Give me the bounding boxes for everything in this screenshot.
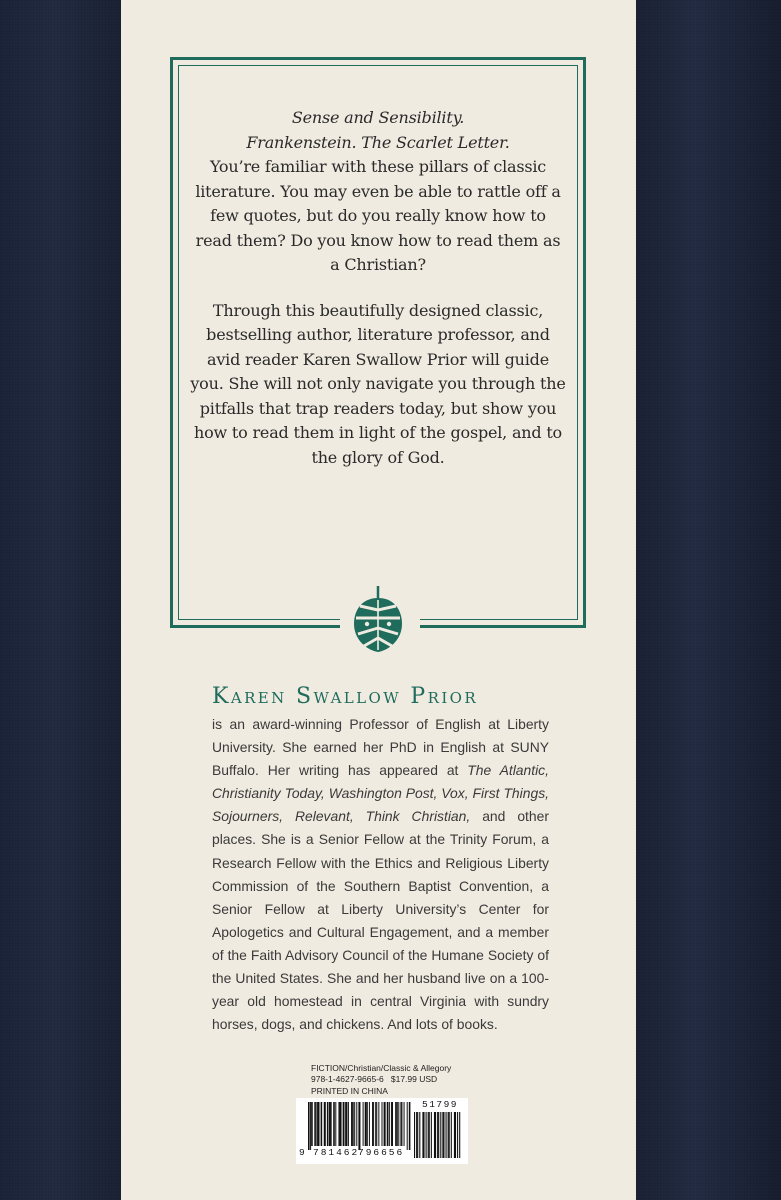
barcode-bar bbox=[327, 1102, 329, 1146]
barcode-addon-bar bbox=[416, 1112, 417, 1158]
blurb-title-1: Sense and Sensibility. bbox=[291, 108, 465, 127]
barcode-addon-bar bbox=[419, 1112, 420, 1158]
barcode-addon-bar bbox=[438, 1112, 439, 1158]
barcode-bar bbox=[372, 1102, 373, 1146]
barcode-bar bbox=[352, 1102, 354, 1146]
barcode-bar bbox=[348, 1102, 349, 1146]
barcode-bar bbox=[338, 1102, 339, 1146]
barcode-addon-bar bbox=[449, 1112, 450, 1158]
barcode-bar bbox=[335, 1102, 336, 1146]
barcode-addon-bar bbox=[440, 1112, 441, 1158]
barcode-bar bbox=[363, 1102, 364, 1146]
blurb-text bbox=[190, 106, 566, 491]
barcode-addon-bar bbox=[459, 1112, 460, 1158]
barcode-addon-bar bbox=[414, 1112, 415, 1158]
barcode-bar bbox=[346, 1102, 348, 1146]
blurb-p1-rest: You’re familiar with these pillars of classic literature. You may even be able to rattle off a few quotes, but do you really know how to read them? Do you know how to read them as a Christian? bbox=[195, 157, 561, 274]
blurb-paragraph-1 bbox=[190, 106, 566, 278]
isbn: 978-1-4627-9665-6 bbox=[311, 1074, 384, 1084]
barcode-bar bbox=[345, 1102, 346, 1146]
barcode-bar bbox=[354, 1102, 355, 1146]
bio-publications: The Atlantic, Christianity Today, Washington Post, Vox, First Things, Sojourners, Relevant, Think Christian, bbox=[212, 762, 549, 825]
barcode-bar bbox=[391, 1102, 392, 1146]
monstera-leaf-icon bbox=[350, 584, 406, 654]
barcode-bar bbox=[311, 1102, 313, 1146]
barcode-bar bbox=[366, 1102, 367, 1146]
barcode-addon-bar bbox=[437, 1112, 438, 1158]
barcode-bar bbox=[314, 1102, 316, 1146]
barcode-bar bbox=[373, 1102, 374, 1146]
barcode-bar bbox=[316, 1102, 317, 1146]
barcode-bar bbox=[319, 1102, 320, 1146]
barcode-category: FICTION/Christian/Classic & Allegory bbox=[311, 1063, 452, 1073]
bio-part-2: and other places. She is a Senior Fellow at the Trinity Forum, a Research Fellow with the Ethics and Religious Liberty Commission of the Southern Baptist Convention, a Senior Fellow at Liberty University’s Center for Apologetics and Cultural Engagement, and a member of the Faith Advisory Council of the Humane Society of the United States. She and her husband live on a 100-year old homestead in central Virginia with sundry horses, dogs, and chickens. And lots of books. bbox=[212, 808, 549, 1033]
printed-in: PRINTED IN CHINA bbox=[311, 1086, 388, 1096]
barcode-bar bbox=[396, 1102, 398, 1146]
barcode-bar bbox=[321, 1102, 323, 1146]
barcode-addon-bar bbox=[423, 1112, 424, 1158]
barcode-bar bbox=[401, 1102, 402, 1146]
barcode-addon-bar bbox=[417, 1112, 418, 1158]
barcode-addon-digits: 51799 bbox=[422, 1099, 459, 1110]
author-bio bbox=[212, 713, 549, 1036]
barcode-bar bbox=[385, 1102, 386, 1146]
barcode-addon-bar bbox=[457, 1112, 458, 1158]
barcode-addon-bar bbox=[422, 1112, 423, 1158]
barcode-addon-bar bbox=[448, 1112, 449, 1158]
author-name: Karen Swallow Prior bbox=[212, 684, 479, 709]
barcode-bar bbox=[387, 1102, 389, 1146]
cloth-spine-left bbox=[0, 0, 121, 1200]
barcode-addon-bar bbox=[428, 1112, 429, 1158]
barcode-isbn-price bbox=[311, 1074, 437, 1085]
barcode-bar bbox=[407, 1102, 408, 1150]
barcode-bar bbox=[341, 1102, 342, 1146]
blurb-paragraph-2: Through this beautifully designed classic, bestselling author, literature professor, and avid reader Karen Swallow Prior will guide you. She will not only navigate you through the pitfalls that trap readers today, but show you how to read them in light of the gospel, and to the glory of God. bbox=[190, 300, 566, 467]
barcode-addon-bar bbox=[435, 1112, 436, 1158]
barcode-bar bbox=[404, 1102, 405, 1146]
barcode-bar bbox=[310, 1102, 311, 1150]
barcode-bar bbox=[392, 1102, 393, 1146]
price: $17.99 USD bbox=[390, 1074, 438, 1084]
barcode-addon-bar bbox=[442, 1112, 443, 1158]
barcode-bar bbox=[398, 1102, 399, 1146]
barcode-bar bbox=[409, 1102, 411, 1150]
barcode-bar bbox=[395, 1102, 396, 1146]
barcode-bar bbox=[367, 1102, 368, 1146]
barcode-addon-bar bbox=[431, 1112, 432, 1158]
blurb-title-2: Frankenstein. The Scarlet Letter. bbox=[246, 132, 510, 152]
barcode-addon-bar bbox=[454, 1112, 455, 1158]
barcode-bar bbox=[369, 1102, 370, 1146]
bio-part-1: is an award-winning Professor of English at Liberty University. She earned her PhD in English at SUNY Buffalo. Her writing has appeared at bbox=[212, 716, 549, 779]
barcode-addon-bar bbox=[455, 1112, 456, 1158]
barcode-bar bbox=[382, 1102, 383, 1146]
barcode-bar bbox=[375, 1102, 376, 1146]
barcode-bar bbox=[351, 1102, 352, 1146]
barcode-bar bbox=[378, 1102, 379, 1146]
barcode-bar bbox=[333, 1102, 335, 1146]
barcode-bar bbox=[359, 1102, 360, 1150]
barcode-bar bbox=[356, 1102, 357, 1146]
barcode-bar bbox=[389, 1102, 390, 1146]
barcode-addon-bar bbox=[426, 1112, 427, 1158]
barcode-bar bbox=[400, 1102, 401, 1146]
barcode-bar bbox=[329, 1102, 330, 1146]
barcode-addon-bar bbox=[451, 1112, 452, 1158]
barcode-digits-right: 796656 bbox=[358, 1147, 405, 1158]
barcode-digit-first: 9 bbox=[299, 1147, 305, 1158]
barcode-bar bbox=[376, 1102, 377, 1146]
barcode-bar bbox=[308, 1102, 310, 1150]
barcode-addon-bar bbox=[446, 1112, 447, 1158]
cloth-spine-right bbox=[636, 0, 781, 1200]
barcode-bar bbox=[325, 1102, 326, 1146]
barcode-digits-left: 781462 bbox=[313, 1147, 360, 1158]
barcode-bar bbox=[343, 1102, 345, 1146]
barcode-bar bbox=[330, 1102, 332, 1146]
barcode-addon-bar bbox=[443, 1112, 444, 1158]
barcode-addon-bar bbox=[434, 1112, 435, 1158]
barcode-addon-bar bbox=[429, 1112, 430, 1158]
